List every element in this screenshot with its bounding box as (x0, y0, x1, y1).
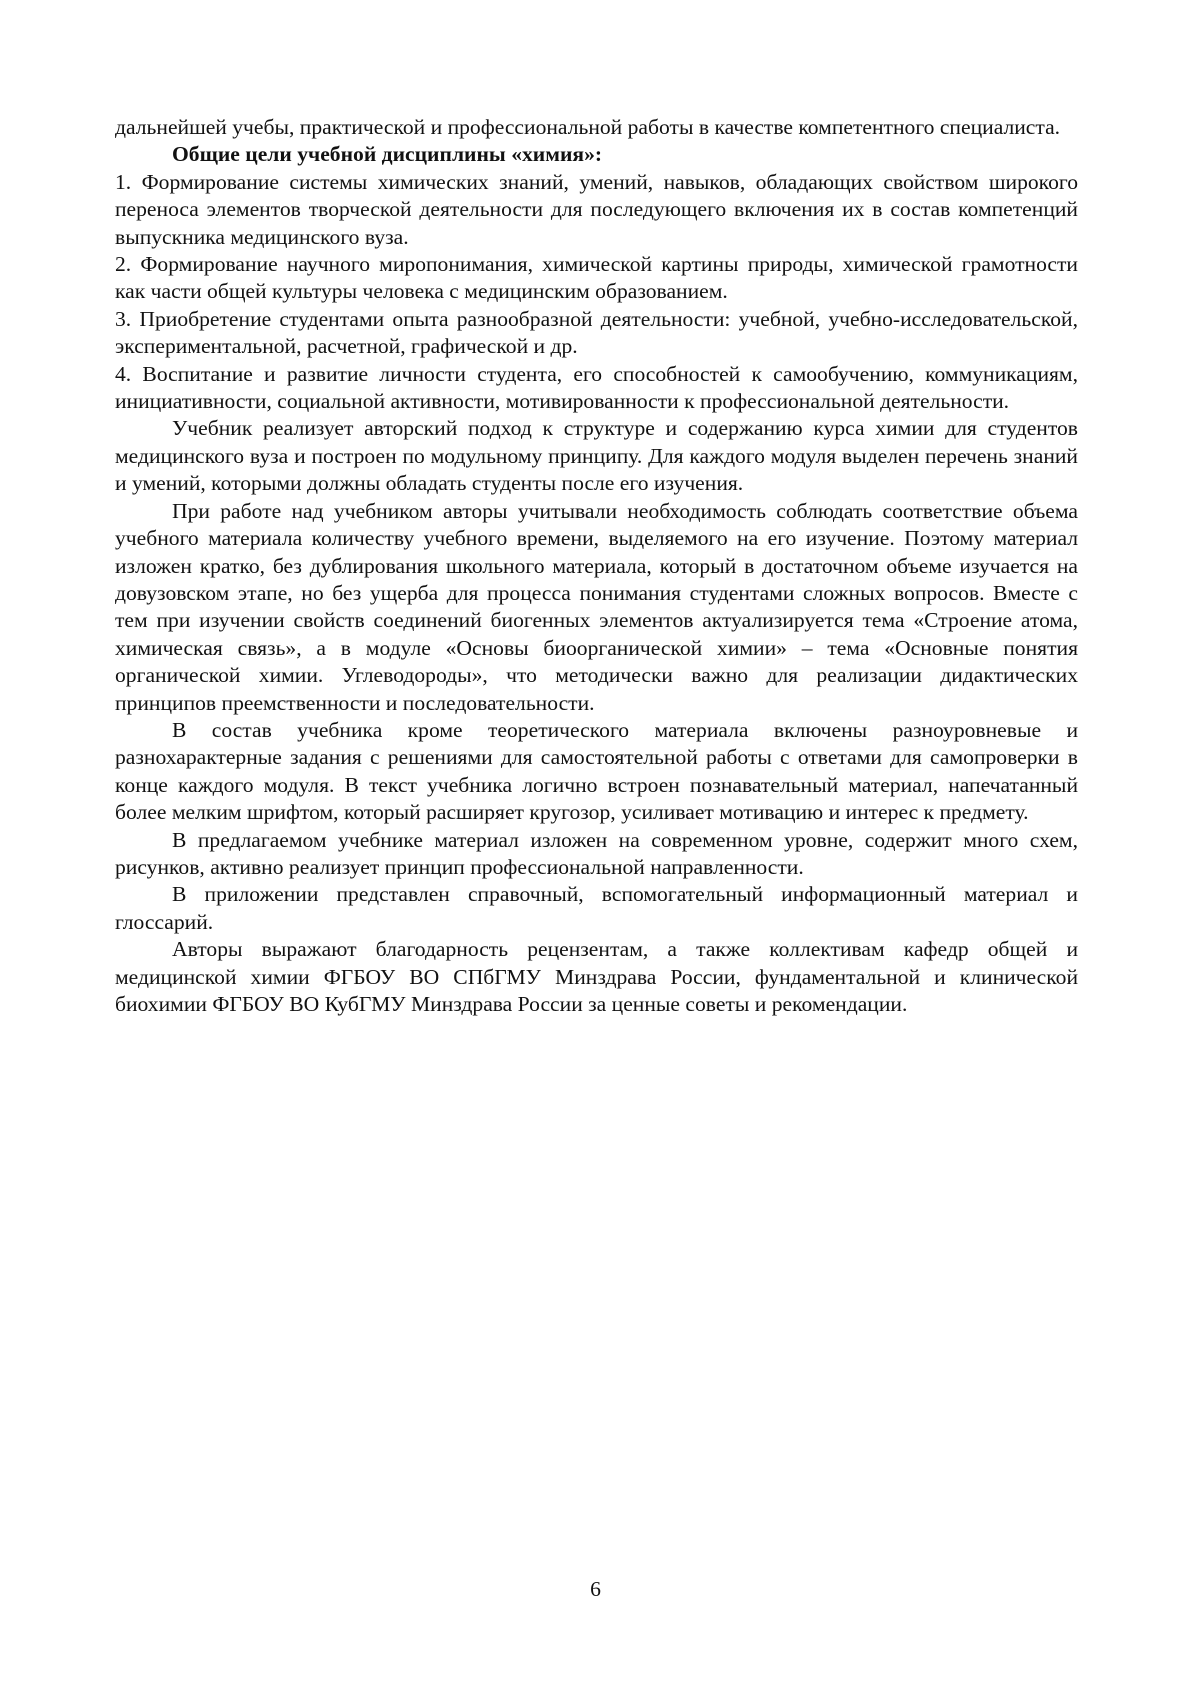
goal-item-2: 2. Формирование научного миропонимания, химической картины природы, химической грамотности как части общей культуры человека с медицинским образованием. (115, 252, 1078, 304)
goal-item-1: 1. Формирование системы химических знаний, умений, навыков, обладающих свойством широкого переноса элементов творческой деятельности для последующего включения их в состав компетенций выпускника медицинского вуза. (115, 169, 1078, 249)
opening-paragraph: дальнейшей учебы, практической и профессиональной работы в качестве компетентного специалиста. (115, 115, 1061, 139)
page-number: 6 (590, 1577, 601, 1601)
paragraph-modern-level: В предлагаемом учебнике материал изложен на современном уровне, содержит много схем, рисунков, активно реализует принцип профессиональной направленности. (115, 827, 1078, 879)
paragraph-material-volume: При работе над учебником авторы учитывали необходимость соблюдать соответствие объема учебного материала количеству учебного времени, выделяемого на его изучение. Поэтому материал изложен кратко, без дублирования школьного материала, который в достаточном объеме изучается на довузовском этапе, но без ущерба для процесса понимания студентами сложных вопросов. Вместе с тем при изучении свойств соединений биогенных элементов актуализируется тема «Строение атома, химическая связь», а в модуле «Основы биоорганической химии» – тема «Основные понятия органической химии. Углеводороды», что методически важно для реализации дидактических принципов преемственности и последовательности. (115, 498, 1078, 715)
paragraph-appendix: В приложении представлен справочный, вспомогательный информационный материал и глоссарий. (115, 882, 1078, 934)
paragraph-acknowledgements: Авторы выражают благодарность рецензентам, а также коллективам кафедр общей и медицинской химии ФГБОУ ВО СПбГМУ Минздрава России, фундаментальной и клинической биохимии ФГБОУ ВО КубГМУ Минздрава России за ценные советы и рекомендации. (115, 937, 1078, 1016)
goals-heading: Общие цели учебной дисциплины «химия»: (172, 142, 603, 167)
page-text (115, 114, 1078, 1018)
paragraph-tasks: В состав учебника кроме теоретического материала включены разноуровневые и разнохарактерные задания с решениями для самостоятельной работы с ответами для самопроверки в конце каждого модуля. В текст учебника логично встроен познавательный материал, напечатанный более мелким шрифтом, который расширяет кругозор, усиливает мотивацию и интерес к предмету. (115, 717, 1078, 825)
paragraph-textbook-approach: Учебник реализует авторский подход к структуре и содержанию курса химии для студентов медицинского вуза и построен по модульному принципу. Для каждого модуля выделен перечень знаний и умений, которыми должны обладать студенты после его изучения. (115, 416, 1078, 496)
goal-item-4: 4. Воспитание и развитие личности студента, его способностей к самообучению, коммуникациям, инициативности, социальной активности, мотивированности к профессиональной деятельности. (115, 361, 1078, 414)
goal-item-3: 3. Приобретение студентами опыта разнообразной деятельности: учебной, учебно-исследовательской, экспериментальной, расчетной, графической и др. (115, 306, 1078, 359)
